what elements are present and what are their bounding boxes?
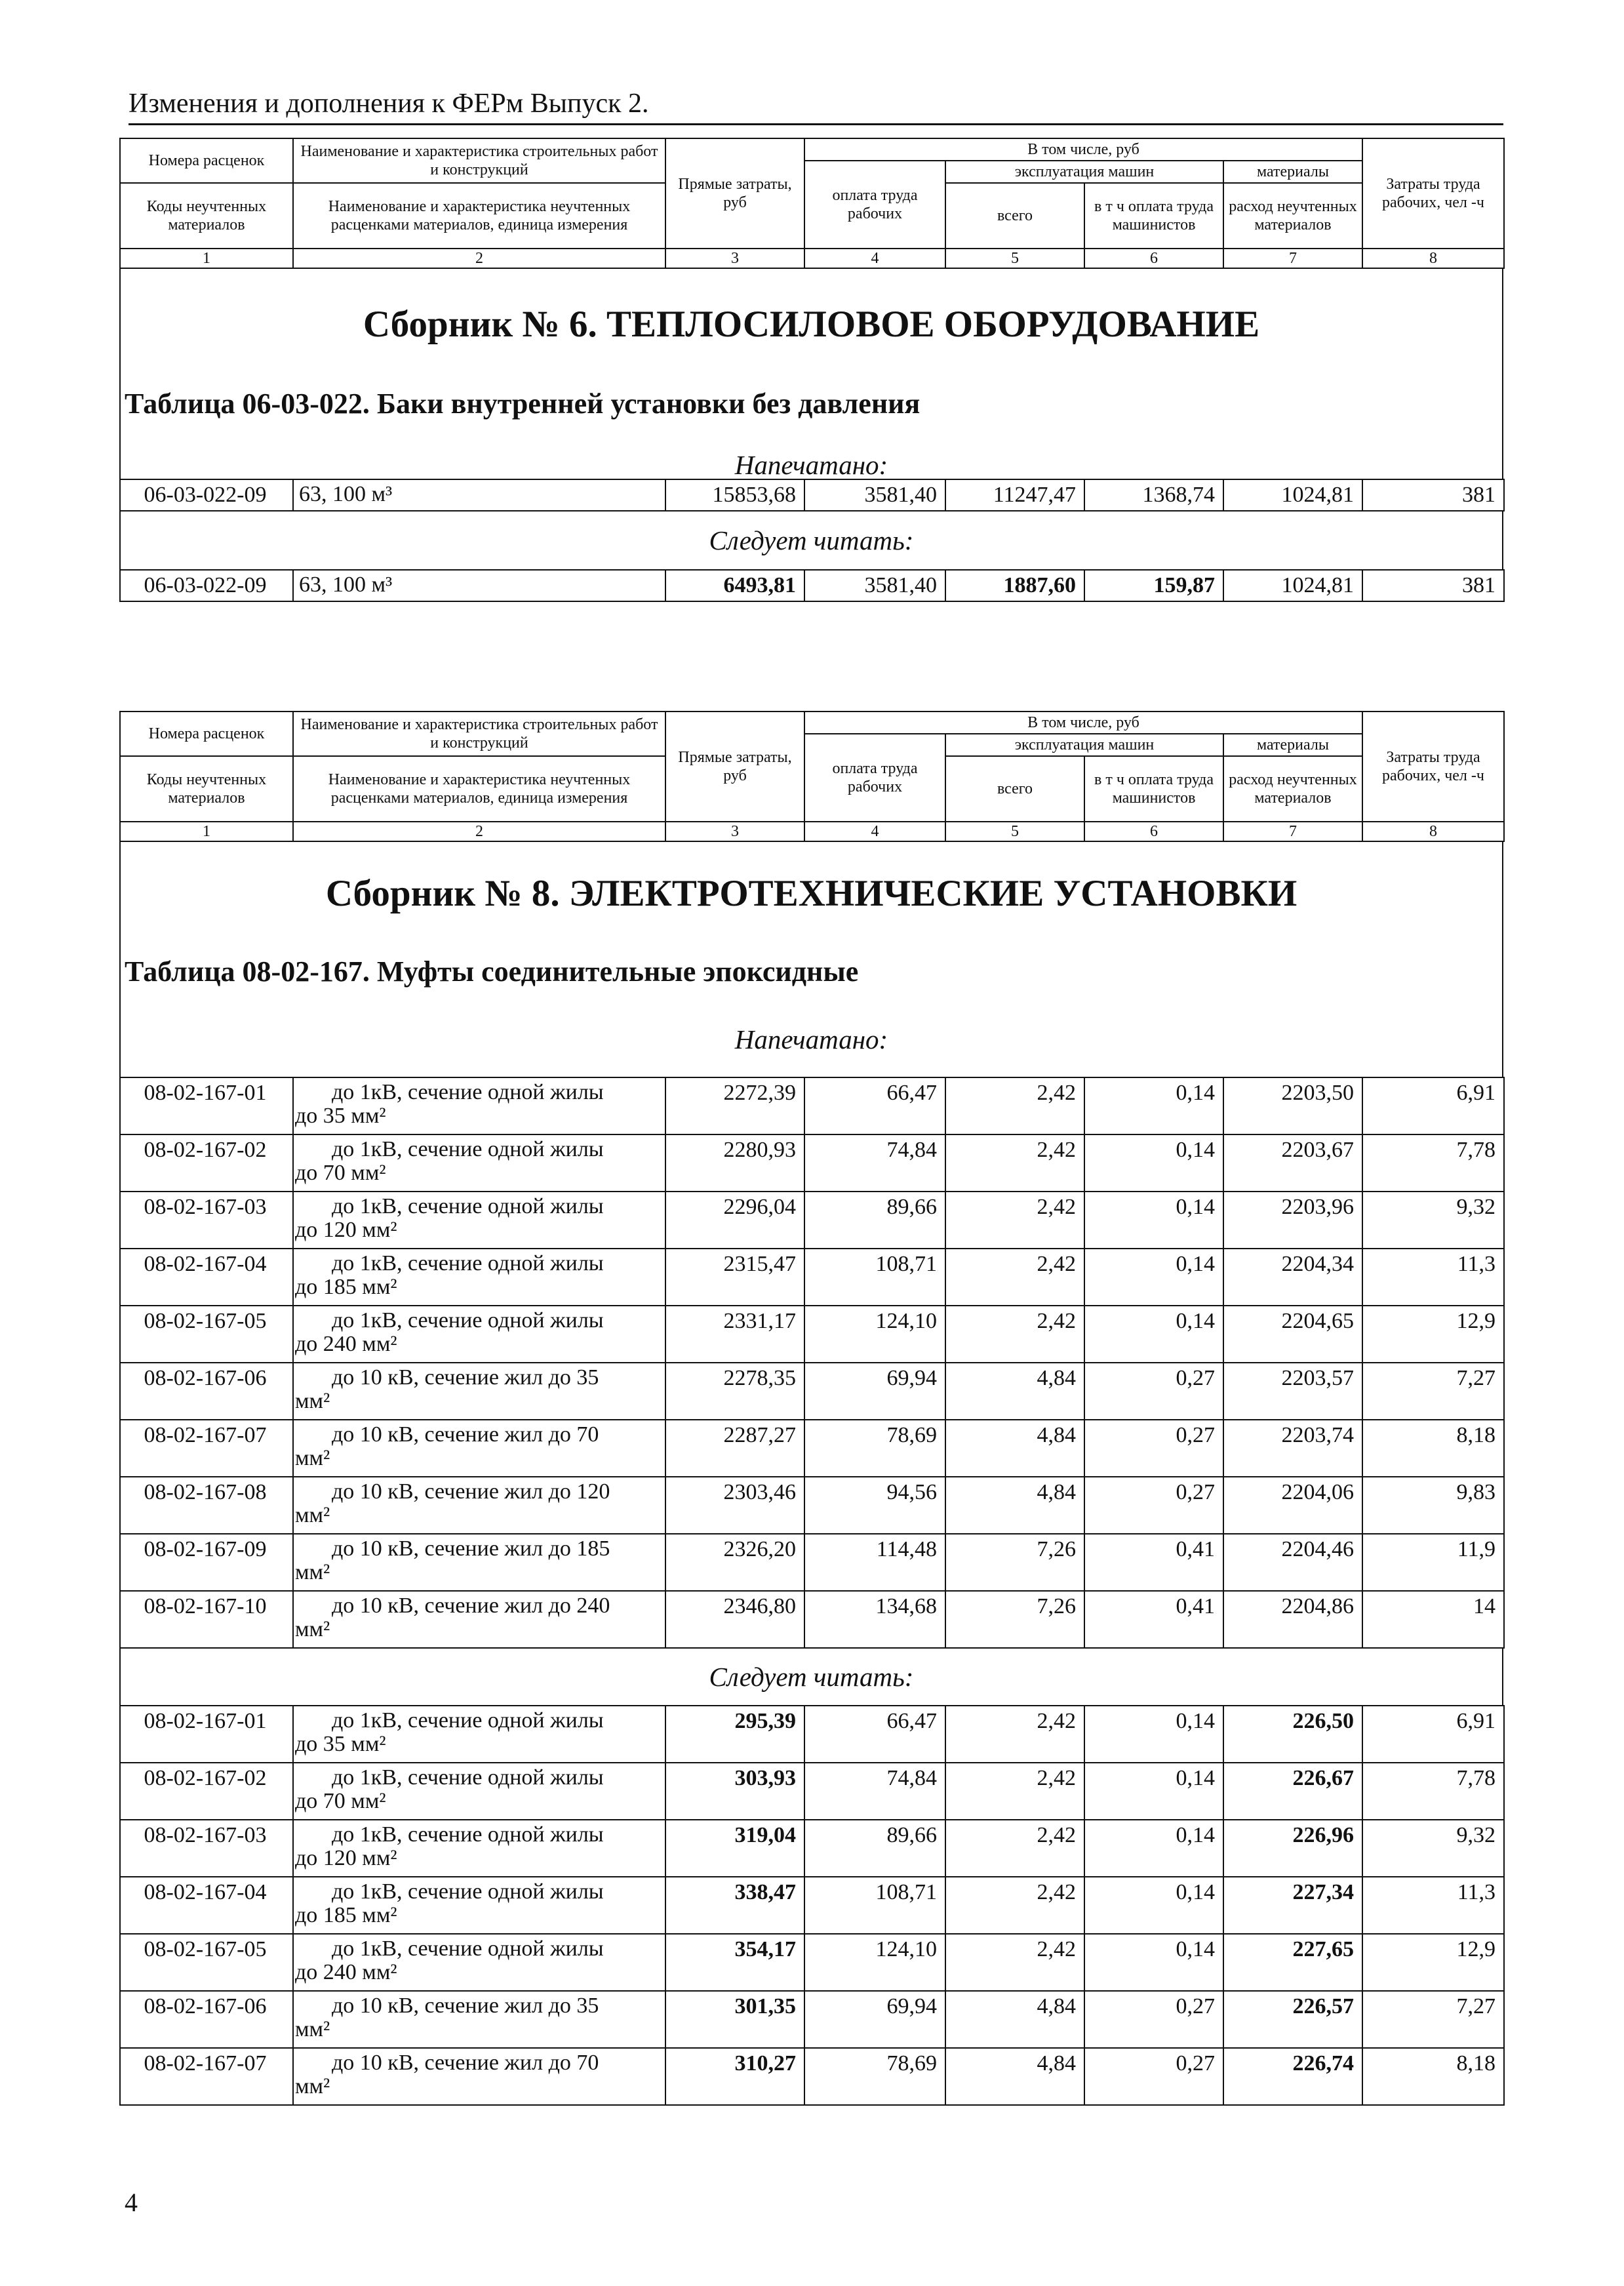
rate-code: 08-02-167-03 bbox=[120, 1820, 293, 1877]
machine-total-value: 2,42 bbox=[945, 1077, 1084, 1134]
rate-name bbox=[293, 1420, 665, 1477]
rate-name bbox=[293, 1077, 665, 1134]
rate-name bbox=[293, 1249, 665, 1306]
rate-name bbox=[293, 1306, 665, 1363]
direct-costs-value: 2272,39 bbox=[665, 1077, 804, 1134]
materials-value: 2203,96 bbox=[1223, 1192, 1362, 1249]
labor-hours-value: 9,32 bbox=[1362, 1820, 1504, 1877]
direct-costs-value: 2326,20 bbox=[665, 1534, 804, 1591]
machinist-pay-value: 1368,74 bbox=[1084, 479, 1223, 511]
table-row bbox=[120, 1477, 1504, 1534]
rate-name bbox=[293, 1363, 665, 1420]
column-number: 7 bbox=[1223, 822, 1362, 841]
materials-value: 2203,50 bbox=[1223, 1077, 1362, 1134]
machine-total-value: 4,84 bbox=[945, 1363, 1084, 1420]
materials-value: 226,74 bbox=[1223, 2048, 1362, 2105]
machinist-pay-value: 0,14 bbox=[1084, 1306, 1223, 1363]
machine-total-value: 11247,47 bbox=[945, 479, 1084, 511]
section-8-read-table bbox=[119, 1705, 1505, 2106]
rate-name-line-1: до 1кВ, сечение одной жилы bbox=[332, 1765, 604, 1790]
rate-name bbox=[293, 1820, 665, 1877]
labor-pay-value: 69,94 bbox=[804, 1363, 945, 1420]
column-number: 5 bbox=[945, 822, 1084, 841]
column-header-table bbox=[119, 138, 1505, 269]
rate-name-line-1: до 1кВ, сечение одной жилы bbox=[332, 1822, 604, 1847]
header-material-codes: Коды неучтенных материалов bbox=[120, 756, 293, 822]
header-labor-pay: оплата труда рабочих bbox=[804, 734, 945, 822]
rate-name-line-2: до 35 мм² bbox=[295, 1104, 386, 1128]
rate-name bbox=[293, 1763, 665, 1820]
machinist-pay-value: 0,14 bbox=[1084, 1706, 1223, 1763]
machinist-pay-value: 0,27 bbox=[1084, 1363, 1223, 1420]
machinist-pay-value: 0,14 bbox=[1084, 1763, 1223, 1820]
labor-hours-value: 12,9 bbox=[1362, 1306, 1504, 1363]
machine-total-value: 2,42 bbox=[945, 1934, 1084, 1991]
machine-total-value: 2,42 bbox=[945, 1134, 1084, 1192]
labor-pay-value: 89,66 bbox=[804, 1820, 945, 1877]
page-number: 4 bbox=[125, 2188, 138, 2217]
machine-total-value: 2,42 bbox=[945, 1763, 1084, 1820]
labor-hours-value: 7,78 bbox=[1362, 1763, 1504, 1820]
direct-costs-value: 319,04 bbox=[665, 1820, 804, 1877]
printed-label: Напечатано: bbox=[734, 1024, 888, 1054]
labor-pay-value: 89,66 bbox=[804, 1192, 945, 1249]
table-row bbox=[120, 1306, 1504, 1363]
direct-costs-value: 2346,80 bbox=[665, 1591, 804, 1648]
column-number: 3 bbox=[665, 249, 804, 268]
labor-hours-value: 6,91 bbox=[1362, 1706, 1504, 1763]
rate-name: 63, 100 м³ bbox=[293, 479, 665, 511]
rate-name bbox=[293, 1877, 665, 1934]
table-row bbox=[120, 1934, 1504, 1991]
table-row bbox=[120, 1591, 1504, 1648]
materials-value: 2204,06 bbox=[1223, 1477, 1362, 1534]
table-row bbox=[120, 1991, 1504, 2048]
rate-code: 08-02-167-03 bbox=[120, 1192, 293, 1249]
column-number: 8 bbox=[1362, 822, 1504, 841]
rate-name bbox=[293, 1591, 665, 1648]
rate-code: 08-02-167-02 bbox=[120, 1763, 293, 1820]
read-label: Следует читать: bbox=[119, 511, 1503, 569]
labor-pay-value: 74,84 bbox=[804, 1763, 945, 1820]
direct-costs-value: 6493,81 bbox=[665, 570, 804, 601]
labor-hours-value: 12,9 bbox=[1362, 1934, 1504, 1991]
labor-pay-value: 66,47 bbox=[804, 1706, 945, 1763]
rate-name-line-2: до 35 мм² bbox=[295, 1732, 386, 1756]
rate-code: 08-02-167-07 bbox=[120, 2048, 293, 2105]
table-row bbox=[120, 1192, 1504, 1249]
table-row bbox=[120, 1763, 1504, 1820]
direct-costs-value: 2331,17 bbox=[665, 1306, 804, 1363]
printed-label: Напечатано: bbox=[734, 450, 888, 480]
header-materials-usage: расход неучтенных материалов bbox=[1223, 183, 1362, 249]
labor-pay-value: 124,10 bbox=[804, 1934, 945, 1991]
materials-value: 227,34 bbox=[1223, 1877, 1362, 1934]
machine-total-value: 4,84 bbox=[945, 2048, 1084, 2105]
direct-costs-value: 301,35 bbox=[665, 1991, 804, 2048]
machinist-pay-value: 0,41 bbox=[1084, 1591, 1223, 1648]
rate-name-line-2: мм² bbox=[295, 1389, 330, 1413]
rate-name bbox=[293, 1534, 665, 1591]
column-number: 4 bbox=[804, 249, 945, 268]
rate-name-line-1: до 1кВ, сечение одной жилы bbox=[332, 1137, 604, 1161]
labor-pay-value: 3581,40 bbox=[804, 570, 945, 601]
header-work-name: Наименование и характеристика строительных работ и конструкций bbox=[293, 712, 665, 756]
labor-pay-value: 94,56 bbox=[804, 1477, 945, 1534]
materials-value: 2204,34 bbox=[1223, 1249, 1362, 1306]
rate-name-line-2: до 240 мм² bbox=[295, 1332, 397, 1356]
labor-pay-value: 114,48 bbox=[804, 1534, 945, 1591]
rate-name bbox=[293, 1477, 665, 1534]
machinist-pay-value: 0,14 bbox=[1084, 1249, 1223, 1306]
header-materials: материалы bbox=[1223, 161, 1362, 183]
rate-name-line-2: до 70 мм² bbox=[295, 1161, 386, 1185]
materials-value: 227,65 bbox=[1223, 1934, 1362, 1991]
column-number: 7 bbox=[1223, 249, 1362, 268]
direct-costs-value: 310,27 bbox=[665, 2048, 804, 2105]
column-number: 8 bbox=[1362, 249, 1504, 268]
machine-total-value: 2,42 bbox=[945, 1706, 1084, 1763]
rate-code: 08-02-167-05 bbox=[120, 1306, 293, 1363]
labor-pay-value: 69,94 bbox=[804, 1991, 945, 2048]
header-material-codes: Коды неучтенных материалов bbox=[120, 183, 293, 249]
direct-costs-value: 295,39 bbox=[665, 1706, 804, 1763]
machine-total-value: 2,42 bbox=[945, 1877, 1084, 1934]
labor-pay-value: 134,68 bbox=[804, 1591, 945, 1648]
labor-hours-value: 7,78 bbox=[1362, 1134, 1504, 1192]
header-work-name: Наименование и характеристика строительных работ и конструкций bbox=[293, 138, 665, 183]
rate-name-line-1: до 10 кВ, сечение жил до 35 bbox=[332, 1365, 599, 1390]
rate-name-line-2: мм² bbox=[295, 1446, 330, 1470]
rate-name-line-1: до 1кВ, сечение одной жилы bbox=[332, 1708, 604, 1733]
rate-name-line-2: мм² bbox=[295, 1560, 330, 1584]
direct-costs-value: 2296,04 bbox=[665, 1192, 804, 1249]
labor-hours-value: 6,91 bbox=[1362, 1077, 1504, 1134]
direct-costs-value: 2287,27 bbox=[665, 1420, 804, 1477]
rate-name-line-1: до 1кВ, сечение одной жилы bbox=[332, 1080, 604, 1104]
machinist-pay-value: 0,27 bbox=[1084, 1477, 1223, 1534]
column-number: 6 bbox=[1084, 822, 1223, 841]
header-machine-operation: эксплуатация машин bbox=[945, 734, 1223, 756]
rate-name: 63, 100 м³ bbox=[293, 570, 665, 601]
materials-value: 1024,81 bbox=[1223, 570, 1362, 601]
machinist-pay-value: 0,14 bbox=[1084, 1134, 1223, 1192]
section-6-read-table bbox=[119, 569, 1505, 602]
rate-name-line-2: до 70 мм² bbox=[295, 1789, 386, 1813]
table-row bbox=[120, 1249, 1504, 1306]
machinist-pay-value: 0,14 bbox=[1084, 1192, 1223, 1249]
materials-value: 226,96 bbox=[1223, 1820, 1362, 1877]
rate-name-line-1: до 10 кВ, сечение жил до 240 bbox=[332, 1594, 610, 1618]
table-row bbox=[120, 570, 1504, 601]
rate-code: 08-02-167-08 bbox=[120, 1477, 293, 1534]
machine-total-value: 4,84 bbox=[945, 1477, 1084, 1534]
machinist-pay-value: 0,27 bbox=[1084, 2048, 1223, 2105]
rate-name bbox=[293, 2048, 665, 2105]
machine-total-value: 2,42 bbox=[945, 1820, 1084, 1877]
table-row bbox=[120, 479, 1504, 511]
machine-total-value: 7,26 bbox=[945, 1591, 1084, 1648]
rate-name-line-1: до 10 кВ, сечение жил до 70 bbox=[332, 1422, 599, 1447]
materials-value: 2203,67 bbox=[1223, 1134, 1362, 1192]
machinist-pay-value: 159,87 bbox=[1084, 570, 1223, 601]
machinist-pay-value: 0,14 bbox=[1084, 1877, 1223, 1934]
direct-costs-value: 15853,68 bbox=[665, 479, 804, 511]
column-number: 5 bbox=[945, 249, 1084, 268]
labor-hours-value: 381 bbox=[1362, 479, 1504, 511]
table-row bbox=[120, 1134, 1504, 1192]
column-number: 2 bbox=[293, 822, 665, 841]
machine-total-value: 4,84 bbox=[945, 1420, 1084, 1477]
header-direct-costs: Прямые затраты, руб bbox=[665, 712, 804, 822]
rate-code: 08-02-167-06 bbox=[120, 1363, 293, 1420]
rate-name-line-2: до 185 мм² bbox=[295, 1275, 397, 1299]
labor-pay-value: 108,71 bbox=[804, 1249, 945, 1306]
direct-costs-value: 2315,47 bbox=[665, 1249, 804, 1306]
rate-code: 06-03-022-09 bbox=[120, 479, 293, 511]
materials-value: 226,67 bbox=[1223, 1763, 1362, 1820]
rate-name-line-1: до 1кВ, сечение одной жилы bbox=[332, 1194, 604, 1218]
direct-costs-value: 354,17 bbox=[665, 1934, 804, 1991]
direct-costs-value: 2280,93 bbox=[665, 1134, 804, 1192]
header-material-names: Наименование и характеристика неучтенных расценками материалов, единица измерения bbox=[293, 183, 665, 249]
labor-pay-value: 74,84 bbox=[804, 1134, 945, 1192]
column-header-table bbox=[119, 711, 1505, 842]
labor-hours-value: 8,18 bbox=[1362, 2048, 1504, 2105]
rate-name bbox=[293, 1706, 665, 1763]
machinist-pay-value: 0,27 bbox=[1084, 1420, 1223, 1477]
header-including: В том числе, руб bbox=[804, 712, 1362, 734]
labor-hours-value: 11,3 bbox=[1362, 1877, 1504, 1934]
header-machinist-pay: в т ч оплата труда машинистов bbox=[1084, 756, 1223, 822]
direct-costs-value: 2278,35 bbox=[665, 1363, 804, 1420]
rate-name bbox=[293, 1991, 665, 2048]
machinist-pay-value: 0,14 bbox=[1084, 1934, 1223, 1991]
rate-name-line-1: до 1кВ, сечение одной жилы bbox=[332, 1251, 604, 1275]
rate-code: 08-02-167-06 bbox=[120, 1991, 293, 2048]
direct-costs-value: 2303,46 bbox=[665, 1477, 804, 1534]
section-6-printed-table bbox=[119, 479, 1505, 511]
table-row bbox=[120, 1706, 1504, 1763]
table-row bbox=[120, 1534, 1504, 1591]
machine-total-value: 4,84 bbox=[945, 1991, 1084, 2048]
labor-hours-value: 9,32 bbox=[1362, 1192, 1504, 1249]
header-machine-total: всего bbox=[945, 756, 1084, 822]
rate-name-line-1: до 1кВ, сечение одной жилы bbox=[332, 1308, 604, 1333]
materials-value: 2204,86 bbox=[1223, 1591, 1362, 1648]
column-number: 3 bbox=[665, 822, 804, 841]
header-material-names: Наименование и характеристика неучтенных расценками материалов, единица измерения bbox=[293, 756, 665, 822]
machine-total-value: 2,42 bbox=[945, 1249, 1084, 1306]
rate-name-line-2: до 120 мм² bbox=[295, 1218, 397, 1242]
labor-pay-value: 78,69 bbox=[804, 1420, 945, 1477]
table-row bbox=[120, 1363, 1504, 1420]
column-number: 1 bbox=[120, 822, 293, 841]
collection-title: Сборник № 6. ТЕПЛОСИЛОВОЕ ОБОРУДОВАНИЕ bbox=[363, 304, 1260, 345]
materials-value: 2203,74 bbox=[1223, 1420, 1362, 1477]
labor-pay-value: 66,47 bbox=[804, 1077, 945, 1134]
rate-code: 08-02-167-01 bbox=[120, 1077, 293, 1134]
machinist-pay-value: 0,41 bbox=[1084, 1534, 1223, 1591]
materials-value: 226,50 bbox=[1223, 1706, 1362, 1763]
labor-hours-value: 7,27 bbox=[1362, 1991, 1504, 2048]
labor-hours-value: 9,83 bbox=[1362, 1477, 1504, 1534]
header-machine-operation: эксплуатация машин bbox=[945, 161, 1223, 183]
header-labor-costs: Затраты труда рабочих, чел -ч bbox=[1362, 138, 1504, 249]
rate-name bbox=[293, 1192, 665, 1249]
machinist-pay-value: 0,14 bbox=[1084, 1077, 1223, 1134]
table-row bbox=[120, 1877, 1504, 1934]
materials-value: 2204,65 bbox=[1223, 1306, 1362, 1363]
column-number: 4 bbox=[804, 822, 945, 841]
header-materials-usage: расход неучтенных материалов bbox=[1223, 756, 1362, 822]
labor-hours-value: 11,9 bbox=[1362, 1534, 1504, 1591]
rate-name-line-2: мм² bbox=[295, 2074, 330, 2098]
rate-name-line-2: мм² bbox=[295, 1617, 330, 1641]
labor-hours-value: 381 bbox=[1362, 570, 1504, 601]
rate-name bbox=[293, 1934, 665, 1991]
table-row bbox=[120, 1820, 1504, 1877]
page-header: Изменения и дополнения к ФЕРм Выпуск 2. bbox=[129, 84, 1503, 125]
machine-total-value: 7,26 bbox=[945, 1534, 1084, 1591]
table-row bbox=[120, 1420, 1504, 1477]
machine-total-value: 1887,60 bbox=[945, 570, 1084, 601]
column-number: 2 bbox=[293, 249, 665, 268]
machinist-pay-value: 0,14 bbox=[1084, 1820, 1223, 1877]
header-labor-costs: Затраты труда рабочих, чел -ч bbox=[1362, 712, 1504, 822]
labor-hours-value: 7,27 bbox=[1362, 1363, 1504, 1420]
rate-name-line-2: мм² bbox=[295, 2017, 330, 2041]
rate-code: 08-02-167-04 bbox=[120, 1877, 293, 1934]
labor-pay-value: 108,71 bbox=[804, 1877, 945, 1934]
read-label: Следует читать: bbox=[119, 1649, 1503, 1705]
table-title: Таблица 08-02-167. Муфты соединительные эпоксидные bbox=[125, 955, 859, 988]
rate-code: 08-02-167-01 bbox=[120, 1706, 293, 1763]
table-row bbox=[120, 1077, 1504, 1134]
column-number: 1 bbox=[120, 249, 293, 268]
rate-name bbox=[293, 1134, 665, 1192]
machine-total-value: 2,42 bbox=[945, 1306, 1084, 1363]
machinist-pay-value: 0,27 bbox=[1084, 1991, 1223, 2048]
header-rate-numbers: Номера расценок bbox=[120, 712, 293, 756]
section-8-block bbox=[119, 711, 1503, 2106]
rate-name-line-1: до 10 кВ, сечение жил до 70 bbox=[332, 2051, 599, 2075]
section-8-titles bbox=[119, 842, 1503, 1077]
labor-hours-value: 8,18 bbox=[1362, 1420, 1504, 1477]
header-materials: материалы bbox=[1223, 734, 1362, 756]
rate-name-line-1: до 1кВ, сечение одной жилы bbox=[332, 1879, 604, 1904]
header-including: В том числе, руб bbox=[804, 138, 1362, 161]
rate-name-line-2: до 185 мм² bbox=[295, 1903, 397, 1927]
labor-pay-value: 3581,40 bbox=[804, 479, 945, 511]
direct-costs-value: 338,47 bbox=[665, 1877, 804, 1934]
header-direct-costs: Прямые затраты, руб bbox=[665, 138, 804, 249]
section-8-printed-table bbox=[119, 1077, 1505, 1649]
labor-pay-value: 78,69 bbox=[804, 2048, 945, 2105]
materials-value: 226,57 bbox=[1223, 1991, 1362, 2048]
labor-hours-value: 14 bbox=[1362, 1591, 1504, 1648]
section-6-block bbox=[119, 138, 1503, 602]
column-number: 6 bbox=[1084, 249, 1223, 268]
machine-total-value: 2,42 bbox=[945, 1192, 1084, 1249]
rate-code: 06-03-022-09 bbox=[120, 570, 293, 601]
rate-name-line-1: до 10 кВ, сечение жил до 120 bbox=[332, 1479, 610, 1504]
table-row bbox=[120, 2048, 1504, 2105]
rate-name-line-1: до 1кВ, сечение одной жилы bbox=[332, 1936, 604, 1961]
header-rate-numbers: Номера расценок bbox=[120, 138, 293, 183]
rate-name-line-2: до 120 мм² bbox=[295, 1846, 397, 1870]
rate-code: 08-02-167-04 bbox=[120, 1249, 293, 1306]
collection-title: Сборник № 8. ЭЛЕКТРОТЕХНИЧЕСКИЕ УСТАНОВКИ bbox=[325, 873, 1297, 914]
rate-code: 08-02-167-10 bbox=[120, 1591, 293, 1648]
rate-code: 08-02-167-05 bbox=[120, 1934, 293, 1991]
materials-value: 2204,46 bbox=[1223, 1534, 1362, 1591]
materials-value: 2203,57 bbox=[1223, 1363, 1362, 1420]
rate-name-line-1: до 10 кВ, сечение жил до 35 bbox=[332, 1994, 599, 2018]
rate-code: 08-02-167-02 bbox=[120, 1134, 293, 1192]
labor-hours-value: 11,3 bbox=[1362, 1249, 1504, 1306]
labor-pay-value: 124,10 bbox=[804, 1306, 945, 1363]
materials-value: 1024,81 bbox=[1223, 479, 1362, 511]
rate-name-line-2: мм² bbox=[295, 1503, 330, 1527]
rate-name-line-1: до 10 кВ, сечение жил до 185 bbox=[332, 1536, 610, 1561]
header-labor-pay: оплата труда рабочих bbox=[804, 161, 945, 249]
rate-code: 08-02-167-07 bbox=[120, 1420, 293, 1477]
header-machinist-pay: в т ч оплата труда машинистов bbox=[1084, 183, 1223, 249]
direct-costs-value: 303,93 bbox=[665, 1763, 804, 1820]
rate-code: 08-02-167-09 bbox=[120, 1534, 293, 1591]
table-title: Таблица 06-03-022. Баки внутренней установки без давления bbox=[125, 388, 921, 420]
rate-name-line-2: до 240 мм² bbox=[295, 1960, 397, 1984]
header-machine-total: всего bbox=[945, 183, 1084, 249]
section-6-titles bbox=[119, 269, 1503, 479]
